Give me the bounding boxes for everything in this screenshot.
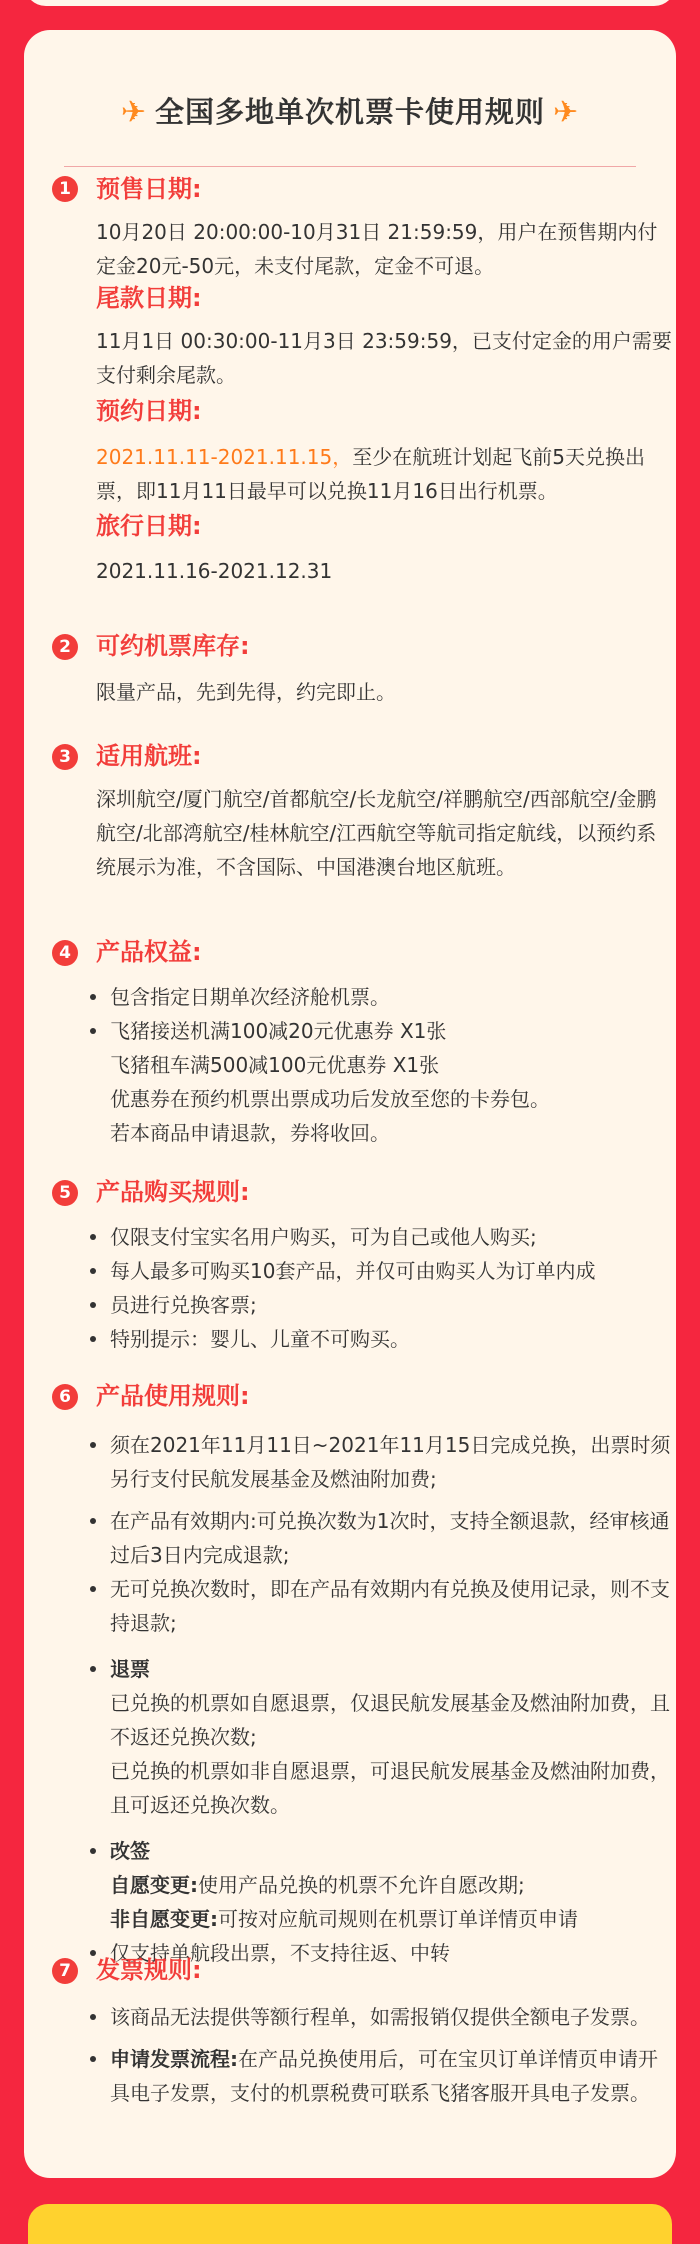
section-number: 5 <box>52 1180 78 1206</box>
list-item: 须在2021年11月11日~2021年11月15日完成兑换，出票时须另行支付民航发展基金及燃油附加费; <box>84 1428 674 1496</box>
page-title: ✈ 全国多地单次机票卡使用规则 ✈ <box>120 94 580 130</box>
list-item: 无可兑换次数时，即在产品有效期内有兑换及使用记录，则不支持退款; <box>84 1572 674 1640</box>
list-item: 员进行兑换客票; <box>84 1288 674 1322</box>
plane-icon: ✈ <box>120 94 147 130</box>
divider <box>64 166 636 167</box>
section-number: 6 <box>52 1384 78 1410</box>
list-item: 仅支持单航段出票，不支持往返、中转 <box>84 1936 674 1970</box>
section-title: 预约日期: <box>96 397 202 425</box>
list-item: 包含指定日期单次经济舱机票。 <box>84 980 674 1014</box>
section-text: 2021.11.11-2021.11.15，至少在航班计划起飞前5天兑换出票，即11月11日最早可以兑换11月16日出行机票。 <box>96 445 645 503</box>
section-title: 可约机票库存: <box>96 632 250 660</box>
list-subitem: 已兑换的机票如自愿退票，仅退民航发展基金及燃油附加费，且不返还兑换次数; <box>110 1691 670 1749</box>
list-item: 在产品有效期内:可兑换次数为1次时，支持全额退款，经审核通过后3日内完成退款; <box>84 1504 674 1572</box>
section-title: 发票规则: <box>96 1956 202 1984</box>
list-item: 退票 <box>84 1652 674 1686</box>
section-title: 适用航班: <box>96 742 202 770</box>
section-number: 4 <box>52 940 78 966</box>
rules-card <box>24 30 676 2178</box>
list-item: 若本商品申请退款，券将收回。 <box>110 1121 390 1145</box>
list-subitem: 已兑换的机票如非自愿退票，可退民航发展基金及燃油附加费，且可返还兑换次数。 <box>110 1759 670 1817</box>
list-subitem: 非自愿变更:可按对应航司规则在机票订单详情页申请 <box>110 1907 578 1931</box>
section-number: 2 <box>52 634 78 660</box>
section-text: 深圳航空/厦门航空/首都航空/长龙航空/祥鹏航空/西部航空/金鹏航空/北部湾航空/桂林航空/江西航空等航司指定航线，以预约系统展示为准，不含国际、中国港澳台地区航班。 <box>96 787 657 879</box>
section-text: 11月1日 00:30:00-11月3日 23:59:59，已支付定金的用户需要支付剩余尾款。 <box>96 329 672 387</box>
list-item: 仅限支付宝实名用户购买，可为自己或他人购买; <box>84 1220 674 1254</box>
section-title: 产品使用规则: <box>96 1382 250 1410</box>
section-title: 旅行日期: <box>96 512 202 540</box>
list-item: 优惠券在预约机票出票成功后发放至您的卡券包。 <box>110 1087 550 1111</box>
section-text: 10月20日 20:00:00-10月31日 21:59:59，用户在预售期内付定金20元-50元，未支付尾款，定金不可退。 <box>96 220 658 278</box>
bottom-banner <box>28 2204 672 2244</box>
list-item: 特别提示：婴儿、儿童不可购买。 <box>84 1322 674 1356</box>
section-text: 2021.11.16-2021.12.31 <box>96 559 333 583</box>
plane-icon: ✈ <box>553 94 580 130</box>
list-item: 每人最多可购买10套产品，并仅可由购买人为订单内成 <box>84 1254 674 1288</box>
list-item: 改签 <box>84 1834 674 1868</box>
section-title: 预售日期: <box>96 175 202 203</box>
list-item: 申请发票流程:在产品兑换使用后，可在宝贝订单详情页申请开具电子发票，支付的机票税费可联系飞猪客服开具电子发票。 <box>84 2042 674 2110</box>
section-title: 尾款日期: <box>96 284 202 312</box>
list-subitem: 自愿变更:使用产品兑换的机票不允许自愿改期; <box>110 1873 525 1897</box>
section-number: 7 <box>52 1958 78 1984</box>
section-number: 1 <box>52 176 78 202</box>
section-title: 产品权益: <box>96 938 202 966</box>
list-item: 飞猪接送机满100减20元优惠券 X1张 <box>84 1014 674 1048</box>
section-title: 产品购买规则: <box>96 1178 250 1206</box>
list-item: 该商品无法提供等额行程单，如需报销仅提供全额电子发票。 <box>84 2000 674 2034</box>
list-item: 飞猪租车满500减100元优惠券 X1张 <box>110 1053 440 1077</box>
section-number: 3 <box>52 744 78 770</box>
section-text: 限量产品，先到先得，约完即止。 <box>96 680 396 704</box>
